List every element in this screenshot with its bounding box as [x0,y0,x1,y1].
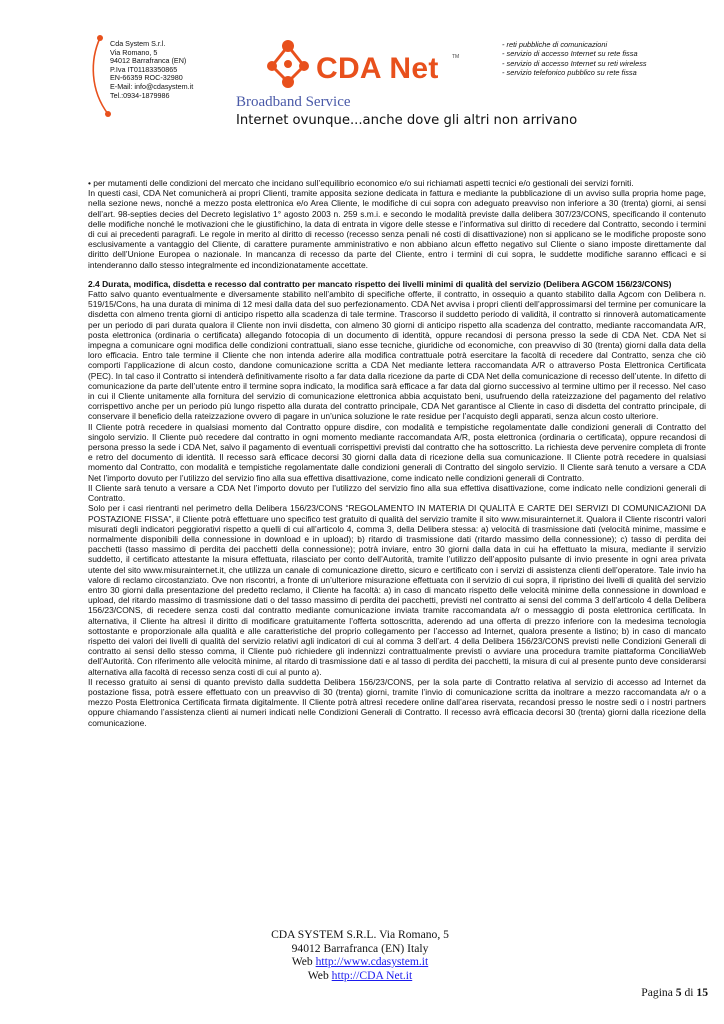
logo-text: CDA Net [316,52,439,85]
service-item: - servizio di accesso Internet su rete fissa [502,49,638,59]
paragraph: • per mutamenti delle condizioni del mercato che incidano sull’equilibrio economico e/o sui richiamati aspetti tecnici e/o gestionali dei servizi forniti. [88,178,634,188]
footer-link-cdasystem[interactable]: http://www.cdasystem.it [315,955,429,969]
company-line: P.Iva IT01183350865 [110,64,178,74]
page-total: 15 [696,986,708,999]
paragraph: In questi casi, CDA Net comunicherà ai propri Clienti, tramite apposita sezione dedicata in fattura e mediante la pubblicazione di un avviso sulla propria home page, nella sezione news, nonché a mezzo posta elettronica e/o Area Cliente, le modifiche di cui sopra con adeguato preavviso non inferiore a 30 (trenta) giorni, ai sensi dell’art. 98-septies decies del Decreto legislativo 1° agosto 2003 n. 259 s.m.i. e secondo le modalità previste dalla delibera 307/23/CONS, specificando il contenuto delle modifiche nonché le motivazioni che le giustifichino, la data di entrata in vigore delle stesse e l’informativa sul diritto di recedere dal Contratto, secondo i termini di cui ai precedenti paragrafi. Le regole in merito al diritto di recesso (recesso senza penali né costi di disattivazione) non si applicano se le modifiche proposte sono esclusivamente a vantaggio del Cliente, di carattere puramente amministrativo e non abbiano alcun effetto negativo sul Cliente o siano imposte direttamente dal diritto dell’Unione Europea o nazionale. In mancanza di recesso da parte del Cliente, entro i termini di cui sopra, le suddette modifiche saranno efficaci e si intenderanno dallo stesso integralmente ed incondizionatamente accettate. [88,188,706,270]
paragraph: Fatto salvo quanto eventualmente e diversamente stabilito nell’ambito di specifiche offerte, il contratto, in ossequio a quanto stabilito dalla Agcom con Delibera n. 519/15/Cons, ha una durata di minima di 12 mesi dalla data del suo perfezionamento. CDA Net avvisa i propri clienti dell’approssimarsi del termine per comunicare la disdetta con almeno trenta giorni di anticipo rispetto alla scadenza di tale termine. Trascorso il suddetto periodo di validità, il contratto si rinnoverà automaticamente per un periodo di pari durata qualora il Cliente non invii disdetta, con almeno 30 giorni di anticipo rispetto alla scadenza del contratto, mediante raccomandata A/R, posta elettronica (ordinaria o certificata) allegando fotocopia di un documento di identità, oppure recandosi di persona presso la sede di CDA Net. CDA Net si impegna a comunicare ogni modifica delle condizioni contrattuali, siano esse tecniche, giuridiche od economiche, con preavviso di 30 (trenta) giorni dalla data della loro efficacia. Entro tale termine il Cliente che non intenda aderire alla modifica contrattuale potrà esercitare la facoltà di recedere dal Contratto, senza che ciò comporti l’applicazione di alcun costo, dandone comunicazione scritta a CDA Net mediante lettera raccomandata A/R o attraverso Posta Elettronica Certificata (PEC). In tal caso il Contratto si intenderà definitivamente risolto a far data dalla ricezione da parte di CDA Net della comunicazione di recesso dell’utente. In difetto di comunicazione da parte dell’utente entro il termine sopra indicato, la modifica sarà efficace a far data dal giorno successivo al termine ultimo per il recesso. Nel caso in cui il Cliente unitamente alla fornitura del servizio di comunicazione elettronica abbia acquistato beni, usufruendo della rateizzazione del pagamento del relativo corrispettivo anche per un periodo più lungo rispetto alla durata del contratto principale, CDA Net garantisce al Cliente in caso di disdetta del contratto principale, di conservare il beneficio della rateizzazione ovvero di pagare in un’unica soluzione le rate residue per l’acquisto degli apparati, senza alcun costo ulteriore. [88,289,706,422]
service-item: - reti pubbliche di comunicazioni [502,40,608,49]
service-item: - servizio di accesso Internet su reti wireless [502,58,647,68]
section-heading: 2.4 Durata, modifica, disdetta e recesso dal contratto per mancato rispetto dei livelli minimi di qualità del servizio (Delibera AGCOM 156/23/CONS) [88,278,672,289]
page-number [618,986,708,999]
company-line: EN-66359 ROC-32980 [110,73,183,83]
paragraph: Il Cliente potrà recedere in qualsiasi momento dal Contratto oppure disdire, con modalità e tempistiche regolamentate dalle condizioni generali di Contratto del singolo servizio. Il Cliente può recedere dal contratto in ogni momento mediante raccomandata A/R, posta elettronica (ordinaria o certificata), oppure recandosi di persona presso la sede i CDA Net, salvo il pagamento di eventuali corrispettivi previsti dal contratto che ha sottoscritto. La richiesta deve pervenire completa di fronte e retro del documento di identità. Il recesso sarà efficace decorsi 30 giorni dalla data di ricezione della sua comunicazione. Il Cliente potrà recedere in qualsiasi momento dal Contratto, con modalità e tempistiche regolamentate dalle condizioni generali di Contratto del singolo servizio. Il Cliente sarà tenuto a versare a CDA Net l’importo dovuto per l’utilizzo del servizio fino alla sua effettiva disattivazione, come indicato nelle condizioni generali di Contratto. [88,421,706,483]
company-line: Cda System S.r.l. [110,39,166,48]
page-footer [200,928,520,982]
company-line: 94012 Barrafranca (EN) [110,56,187,66]
footer-web-line [200,969,520,983]
document-body [88,178,706,728]
page-of: di [684,986,694,999]
footer-web-line [200,955,520,969]
company-line: Tel.:0934-1879986 [110,90,170,100]
broadband-label: Broadband Service [236,94,351,110]
services-list [502,40,712,78]
footer-link-cdanet[interactable]: http://CDA Net.it [331,968,413,982]
logo-trademark: TM [452,54,460,60]
paragraph: Il Cliente sarà tenuto a versare a CDA Net l’importo dovuto per l’utilizzo del servizio fino alla sua effettiva disattivazione, come indicato nelle condizioni generali di Contratto. [88,482,706,504]
footer-line: 94012 Barrafranca (EN) Italy [291,941,429,955]
web-label: Web [291,955,313,969]
tagline: Internet ovunque...anche dove gli altri non arrivano [236,113,578,128]
page-label: Pagina [641,986,673,999]
company-line: Via Romano, 5 [110,47,158,57]
service-item: - servizio telefonico pubblico su rete fissa [502,68,637,78]
company-line: E-Mail: info@cdasystem.it [110,81,194,91]
page-current: 5 [675,986,682,999]
paragraph: Solo per i casi rientranti nel perimetro della Delibera 156/23/CONS “REGOLAMENTO IN MATERIA DI QUALITÀ E CARTE DEI SERVIZI DI COMUNICAZIONI DA POSTAZIONE FISSA”, il Cliente potrà effettuare uno specifico test gratuito di qualità del servizio tramite il sito www.misurainternet.it. Qualora il Cliente riscontri valori misurati degli indicatori peggiorativi rispetto a quelli di cui all’articolo 4, comma 3, della Delibera stessa: a) velocità di trasmissione dati (velocità minime, massime e normalmente disponibili della connessione in download e in upload); b) ritardo di trasmissione dati (ritardo massimo della connessione); c) tasso di perdita dei pacchetti (tasso massimo di perdita dei pacchetti della connessione); potrà inviare, entro 30 giorni dalla data in cui ha effettuato la misura, mediante il servizio suddetto, il certificato attestante la misura effettuata, rilasciato per conto dell’Autorità, tramite l’utilizzo dell’apposito pulsante di invio presente in ogni area privata utente del sito www.misurainternet.it, che utilizza un canale di comunicazione diretto, sicuro e certificato con i servizi di assistenza clienti dell’operatore. Tale invio ha valore di reclamo circostanziato. Ove non riscontri, a fronte di un’ulteriore misurazione effettuata con il servizio di cui sopra, il ripristino dei livelli di qualità del servizio entro 30 giorni dalla presentazione del predetto reclamo, il Cliente ha facoltà: a) in caso di mancato rispetto delle velocità minime della connessione in download e upload, del ritardo massimo di trasmissione dati o del tasso massimo di perdita dei pacchetti, previsti nel contratto ai sensi del comma 3 dell’articolo 4 della Delibera 156/23/CONS, di recedere senza costi dal contratto mediante comunicazione inviata tramite raccomandata a/r o messaggio di posta elettronica certificata. In alternativa, il Cliente ha altresì il diritto di modificare gratuitamente l’offerta sottoscritta, aderendo ad una offerta di prezzo inferiore con la medesima tecnologia sottostante e proporzionale alla qualità e alle caratteristiche del proprio collegamento per l’accesso ad Internet, qualora presente a listino; b) in caso di mancato rispetto dei valori dei livelli di qualità del servizio relativi agli indicatori di cui al comma 3 dell’art. 4 della Delibera 156/23/CONS previsti nelle Condizioni Generali di contratto ai sensi dello stesso comma, il Cliente può richiedere gli indennizzi contrattualmente previsti o avviare una procedura tramite piattaforma ConciliaWeb dell’Autorità. Con riferimento alle velocità minime, al ritardo di trasmissione dati e al tasso di perdita dei pacchetti, la misura di cui al presente punto deve considerarsi alternativa alla facoltà di recesso senza costi di cui al punto a). [88,503,706,677]
logo-icon [262,38,314,90]
paragraph: Il recesso gratuito ai sensi di quanto previsto dalla suddetta Delibera 156/23/CONS, per la sola parte di Contratto relativa al servizio di accesso ad Internet da postazione fissa, potrà essere effettuato con un preavviso di 30 (trenta) giorni, tramite l’invio di comunicazione scritta da inoltrare a mezzo raccomandata a/r o a mezzo Posta Elettronica Certificata firmata digitalmente. Il Cliente potrà altresì recedere online dall’area riservata, recandosi presso le nostre sedi o i nostri partners oppure chiamando l’assistenza clienti ai numeri indicati nelle Condizioni Generali di Contratto. Il recesso avrà efficacia decorsi 30 (trenta) giorni dalla ricezione della comunicazione. [88,676,706,728]
web-label: Web [307,968,329,982]
footer-line: CDA SYSTEM S.R.L. Via Romano, 5 [271,928,449,941]
